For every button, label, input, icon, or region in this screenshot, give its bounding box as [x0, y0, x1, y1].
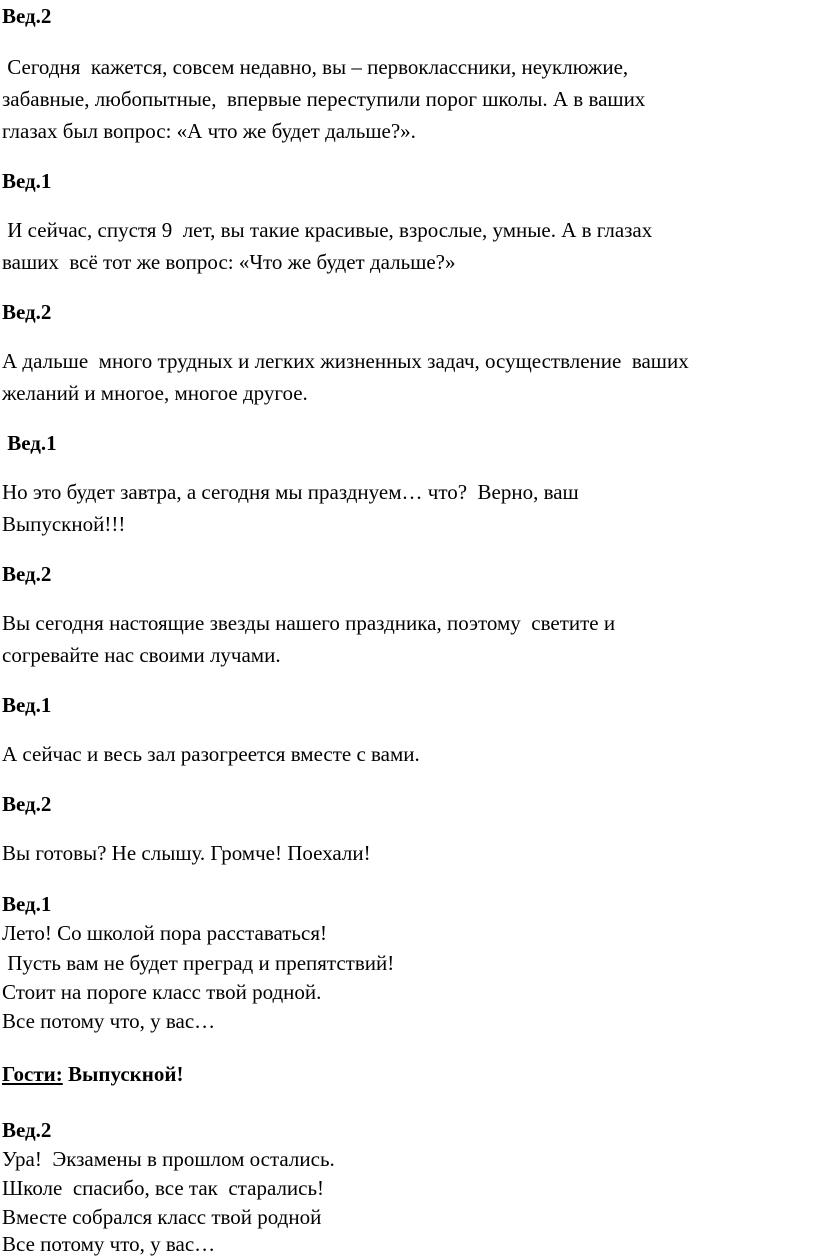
dialogue-line: Вы сегодня настоящие звезды нашего праздника, поэтому светите и	[2, 611, 616, 635]
dialogue-line: А сейчас и весь зал разогреется вместе с вами.	[2, 742, 420, 766]
speaker-label: Вед.2	[2, 4, 52, 28]
speaker-label: Вед.1	[2, 892, 52, 916]
dialogue-line: забавные, любопытные, впервые переступили порог школы. А в ваших	[2, 87, 646, 111]
guests-reply: Выпускной!	[62, 1062, 184, 1086]
dialogue-line: Вы готовы? Не слышу. Громче! Поехали!	[2, 841, 371, 865]
dialogue-line: ваших всё тот же вопрос: «Что же будет дальше?»	[2, 250, 456, 274]
speaker-label: Вед.1	[2, 431, 57, 455]
speaker-label: Вед.2	[2, 562, 52, 586]
speaker-label: Вед.2	[2, 300, 52, 324]
speaker-label: Вед.2	[2, 792, 52, 816]
dialogue-line: Сегодня кажется, совсем недавно, вы – первоклассники, неуклюжие,	[2, 55, 629, 79]
dialogue-line: согревайте нас своими лучами.	[2, 643, 281, 667]
guests-label: Гости:	[2, 1062, 63, 1086]
speaker-label: Вед.1	[2, 169, 52, 193]
dialogue-line: глазах был вопрос: «А что же будет дальше?».	[2, 119, 416, 143]
verse-line: Все потому что, у вас…	[2, 1009, 216, 1033]
verse-line: Пусть вам не будет преград и препятствий!	[2, 951, 395, 975]
speaker-label: Вед.2	[2, 1118, 52, 1142]
dialogue-line: Выпускной!!!	[2, 512, 126, 536]
dialogue-line: Но это будет завтра, а сегодня мы празднуем… что? Верно, ваш	[2, 480, 579, 504]
verse-line: Лето! Со школой пора расставаться!	[2, 921, 327, 945]
verse-line: Стоит на пороге класс твой родной.	[2, 980, 322, 1004]
dialogue-line: желаний и многое, многое другое.	[2, 381, 308, 405]
verse-line: Все потому что, у вас…	[2, 1232, 216, 1256]
dialogue-line: И сейчас, спустя 9 лет, вы такие красивые, взрослые, умные. А в глазах	[2, 218, 653, 242]
verse-line: Вместе собрался класс твой родной	[2, 1205, 322, 1229]
dialogue-line: А дальше много трудных и легких жизненных задач, осуществление ваших	[2, 349, 689, 373]
speaker-label: Вед.1	[2, 693, 52, 717]
guests-reply-line	[2, 1062, 183, 1086]
verse-line: Ура! Экзамены в прошлом остались.	[2, 1147, 335, 1171]
verse-line: Школе спасибо, все так старались!	[2, 1176, 325, 1200]
